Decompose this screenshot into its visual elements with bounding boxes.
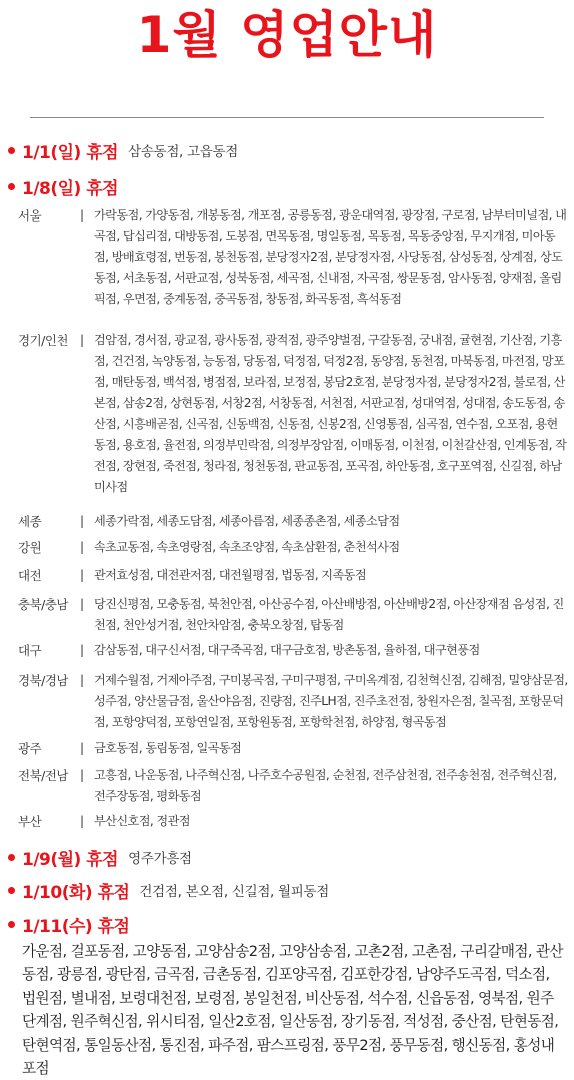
bullet-icon <box>8 921 15 928</box>
store-list: 당진신평점, 모충동점, 북천안점, 아산공수점, 아산배방점, 아산배방2점, 아산장재점 음성점, 진천점, 천안성거점, 천안차암점, 충북오창점, 탑동점 <box>94 597 564 632</box>
region-seoul <box>18 205 568 310</box>
section-jan-8 <box>8 174 118 198</box>
region-name: 충북/충남 <box>18 597 69 612</box>
closure-date: 1/11(수) 휴점 <box>22 916 130 937</box>
separator: | <box>80 597 85 611</box>
region-name: 경기/인천 <box>18 333 69 348</box>
region-name: 대전 <box>18 568 42 583</box>
store-list: 고흥점, 나운동점, 나주혁신점, 나주호수공원점, 순천점, 전주삼천점, 전주송천점, 전주혁신점, 전주장동점, 평화동점 <box>94 768 557 803</box>
region-name: 광주 <box>18 741 42 756</box>
store-list: 속초교동점, 속초영랑점, 속초조양점, 속초삼환점, 춘천석사점 <box>94 540 400 554</box>
region-gyeonggi-incheon <box>18 330 568 498</box>
page-title: 1월 영업안내 <box>136 6 438 64</box>
region-jeonbuk-jeonnam <box>18 765 568 807</box>
closure-date: 1/1(일) 휴점 <box>22 142 119 163</box>
region-name: 부산 <box>18 814 42 829</box>
bullet-icon <box>8 854 15 861</box>
region-gangwon <box>18 537 568 558</box>
separator: | <box>80 568 85 582</box>
separator: | <box>80 768 85 782</box>
region-gyeongbuk-gyeongnam <box>18 670 568 733</box>
region-name: 대구 <box>18 643 42 658</box>
region-gwangju <box>18 738 568 759</box>
store-list: 감삼동점, 대구신서점, 대구죽곡점, 대구금호점, 방촌동점, 율하점, 대구현풍점 <box>94 643 480 657</box>
section-jan-9 <box>8 845 192 869</box>
region-chungbuk-chungnam <box>18 594 568 636</box>
separator: | <box>80 741 85 755</box>
store-list: 부산신호점, 정관점 <box>94 814 190 828</box>
region-daejeon <box>18 565 568 586</box>
store-list: 건검점, 본오점, 신길점, 월피동점 <box>139 884 330 900</box>
region-name: 강원 <box>18 540 42 555</box>
bullet-icon <box>8 147 15 154</box>
region-busan <box>18 811 568 832</box>
closure-date: 1/9(월) 휴점 <box>22 849 119 870</box>
section-jan-1 <box>8 138 238 162</box>
closure-date: 1/8(일) 휴점 <box>22 178 119 199</box>
bullet-icon <box>8 183 15 190</box>
bullet-icon <box>8 887 15 894</box>
separator: | <box>80 540 85 554</box>
store-list: 영주가흥점 <box>128 851 192 867</box>
separator: | <box>80 643 85 657</box>
store-list: 세종가락점, 세종도담점, 세종아름점, 세종종촌점, 세종소담점 <box>94 514 400 528</box>
region-name: 전북/전남 <box>18 768 69 783</box>
store-list: 거제수월점, 거제아주점, 구미봉곡점, 구미구평점, 구미옥계점, 김천혁신점, 김해점, 밀양삼문점, 성주점, 양산물금점, 울산야음점, 진량점, 진주LH점, 진주초전점, 창원자은점, 칠곡점, 포항문덕점, 포항양덕점, 포항연일점, 포항원동점, 포항학천점, 하양점, 형곡동점 <box>94 673 568 729</box>
store-list: 가락동점, 가양동점, 개봉동점, 개포점, 공릉동점, 광운대역점, 광장점, 구로점, 남부터미널점, 내곡점, 답십리점, 대방동점, 도봉점, 면목동점, 명일동점, 목동점, 목동중앙점, 무지개점, 미아동점, 방배효령점, 번동점, 봉천동점, 분당정자2점, 분당정자점, 사당동점, 삼성동점, 상계점, 상도동점, 서초동점, 서판교점, 성북동점, 세곡점, 신내점, 자곡점, 쌍문동점, 암사동점, 양재점, 올림픽점, 우면점, 중계동점, 중곡동점, 창동점, 화곡동점, 흑석동점 <box>94 208 567 306</box>
store-list: 금호동점, 동림동점, 일곡동점 <box>94 741 242 755</box>
separator: | <box>80 673 85 687</box>
region-daegu <box>18 640 568 661</box>
divider <box>30 117 544 118</box>
store-list: 관저효성점, 대전관저점, 대전월평점, 법동점, 지족동점 <box>94 568 367 582</box>
separator: | <box>80 333 85 347</box>
separator: | <box>80 514 85 528</box>
store-list-jan-11: 가운점, 걸포동점, 고양동점, 고양삼송2점, 고양삼송점, 고촌2점, 고촌점, 구리갈매점, 관산동점, 광릉점, 광탄점, 금곡점, 금촌동점, 김포양곡점, 김포한강점, 남양주도곡점, 덕소점, 법원점, 별내점, 보령대천점, 보령점, 봉일천점, 비산동점, 석수점, 신읍동점, 영북점, 원주단계점, 원주혁신점, 위시티점, 일산2호점, 일산동점, 장기동점, 적성점, 중산점, 탄현동점, 탄현역점, 통일동산점, 통진점, 파주점, 팜스프링점, 풍무2점, 풍무동점, 행신동점, 홍성내포점 <box>22 943 563 1078</box>
region-sejong <box>18 511 568 532</box>
separator: | <box>80 208 85 222</box>
section-jan-10 <box>8 878 329 902</box>
closure-date: 1/10(화) 휴점 <box>22 882 130 903</box>
separator: | <box>80 814 85 828</box>
region-name: 경북/경남 <box>18 673 69 688</box>
store-list: 삼송동점, 고읍동점 <box>128 144 239 160</box>
store-list: 검암점, 경서점, 광교점, 광사동점, 광적점, 광주양벌점, 구갈동점, 궁내점, 귤현점, 기산점, 기흥점, 건건점, 녹양동점, 능동점, 당동점, 덕정점, 덕정2점, 동양점, 동천점, 마북동점, 마전점, 망포점, 매탄동점, 백석점, 병점점, 보라점, 보정점, 봉담2호점, 분당정자점, 분당정자2점, 불로점, 산본점, 삼송2점, 상현동점, 서창2점, 서창동점, 서천점, 서판교점, 성대역점, 성대점, 송도동점, 송산점, 시흥배곧점, 신곡점, 신동백점, 신동점, 신봉2점, 신영통점, 심곡점, 연수점, 오포점, 용현동점, 용호점, 율전점, 의정부민락점, 의정부장암점, 이매동점, 이천점, 이천갈산점, 인계동점, 작전점, 장현점, 죽전점, 청라점, 청천동점, 판교동점, 포곡점, 하안동점, 호구포역점, 신길점, 하남미사점 <box>94 333 567 494</box>
region-name: 세종 <box>18 514 42 529</box>
region-name: 서울 <box>18 208 42 223</box>
section-jan-11 <box>8 912 129 936</box>
